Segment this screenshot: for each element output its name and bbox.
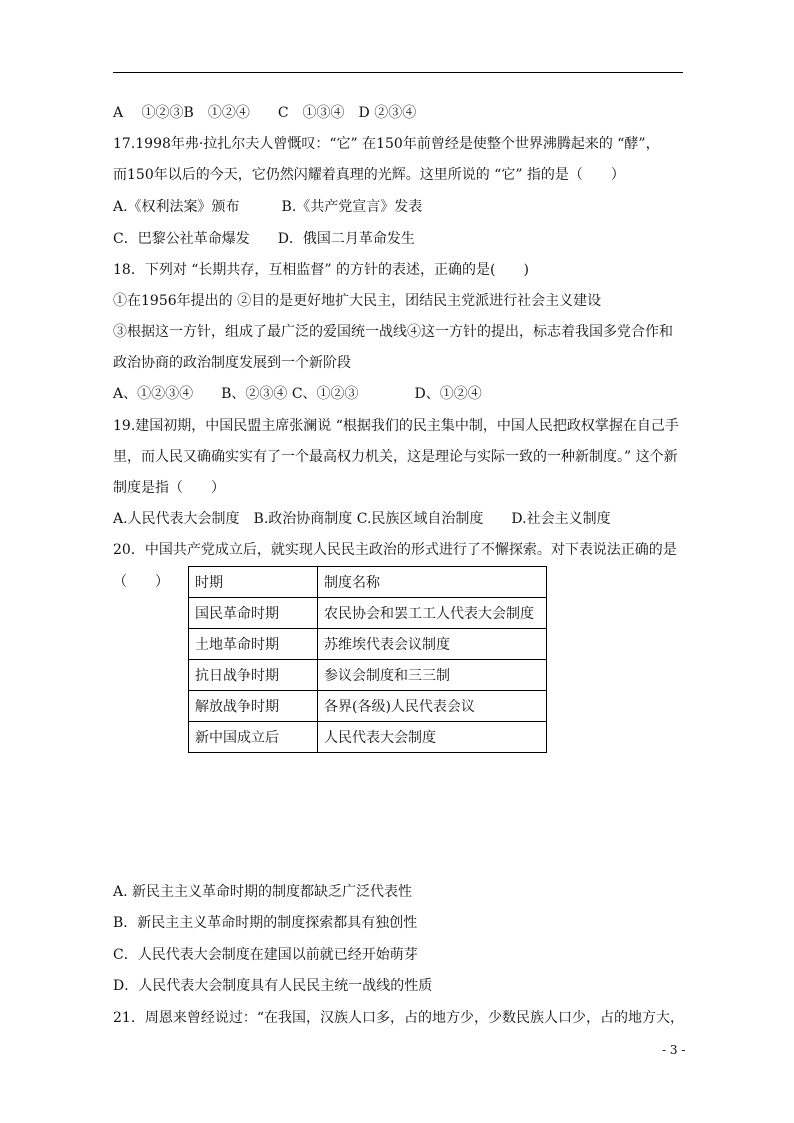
- table-header-row: [189, 567, 547, 598]
- q19-stem-line1: 19.建国初期，中国民盟主席张澜说 “根据我们的民主集中制，中国人民把政权掌握在自己手: [113, 418, 679, 434]
- table-cell-period: 土地革命时期: [189, 629, 318, 660]
- q18-options: A、①②③④ B、②③④ C、①②③ D、①②④: [113, 386, 482, 402]
- page-number: - 3 -: [662, 1043, 686, 1057]
- q18-stem: 18．下列对 “长期共存，互相监督” 的方针的表述，正确的是( ): [113, 262, 529, 278]
- political-system-table: [188, 566, 547, 753]
- table-cell-period: 解放战争时期: [189, 691, 318, 722]
- q20-answer-bracket: （ ）: [113, 574, 169, 590]
- q19-stem-line3: 制度是指（ ）: [113, 480, 225, 496]
- q17-options-ab: A.《权利法案》颁布 B.《共产党宣言》发表: [113, 199, 423, 215]
- table-cell-system: 苏维埃代表会议制度: [318, 629, 547, 660]
- q17-stem-line2: 而150年以后的今天，它仍然闪耀着真理的光辉。这里所说的 “它” 指的是（ ）: [113, 167, 625, 183]
- q20-stem: 20．中国共产党成立后，就实现人民民主政治的形式进行了不懈探索。对下表说法正确的是: [113, 542, 677, 558]
- q18-statement-4-cont: 政治协商的政治制度发展到一个新阶段: [113, 355, 351, 371]
- table-cell-period: 抗日战争时期: [189, 660, 318, 691]
- q19-options: A.人民代表大会制度 B.政治协商制度 C.民族区域自治制度 D.社会主义制度: [113, 511, 611, 527]
- q18-statement-3-4: ③根据这一方针，组成了最广泛的爱国统一战线④这一方针的提出，标志着我国多党合作和: [113, 324, 673, 340]
- table-cell-system: 各界(各级)人民代表会议: [318, 691, 547, 722]
- table-cell-period: 国民革命时期: [189, 598, 318, 629]
- table-row: [189, 629, 547, 660]
- q20-option-a: A. 新民主主义革命时期的制度都缺乏广泛代表性: [113, 884, 413, 900]
- table-row: [189, 598, 547, 629]
- table-cell-system: 参议会制度和三三制: [318, 660, 547, 691]
- table-cell-system: 人民代表大会制度: [318, 722, 547, 753]
- table-header-cell: 制度名称: [318, 567, 547, 598]
- table-row: [189, 722, 547, 753]
- table-row: [189, 691, 547, 722]
- header-rule: [113, 72, 683, 73]
- table-cell-period: 新中国成立后: [189, 722, 318, 753]
- table-cell-system: 农民协会和罢工工人代表大会制度: [318, 598, 547, 629]
- q17-options-cd: C．巴黎公社革命爆发 D．俄国二月革命发生: [113, 231, 415, 247]
- table-header-cell: 时期: [189, 567, 318, 598]
- q20-option-d: D．人民代表大会制度具有人民民主统一战线的性质: [113, 978, 433, 994]
- q18-statement-1-2: ①在1956年提出的 ②目的是更好地扩大民主，团结民主党派进行社会主义建设: [113, 293, 602, 309]
- q20-option-c: C．人民代表大会制度在建国以前就已经开始萌芽: [113, 947, 418, 963]
- q16-options: A ①②③B ①②④ C ①③④ D ②③④: [113, 105, 417, 121]
- q20-option-b: B．新民主主义革命时期的制度探索都具有独创性: [113, 915, 418, 931]
- q21-stem: 21．周恩来曾经说过：“在我国，汉族人口多，占的地方少，少数民族人口少，占的地方大，: [113, 1010, 684, 1026]
- table-row: [189, 660, 547, 691]
- q19-stem-line2: 里，而人民又确确实实有了一个最高权力机关，这是理论与实际一致的一种新制度。” 这个新: [113, 449, 678, 465]
- q17-stem-line1: 17.1998年弗·拉扎尔夫人曾慨叹：“它” 在150年前曾经是使整个世界沸腾起来的 “酵”，: [113, 136, 660, 152]
